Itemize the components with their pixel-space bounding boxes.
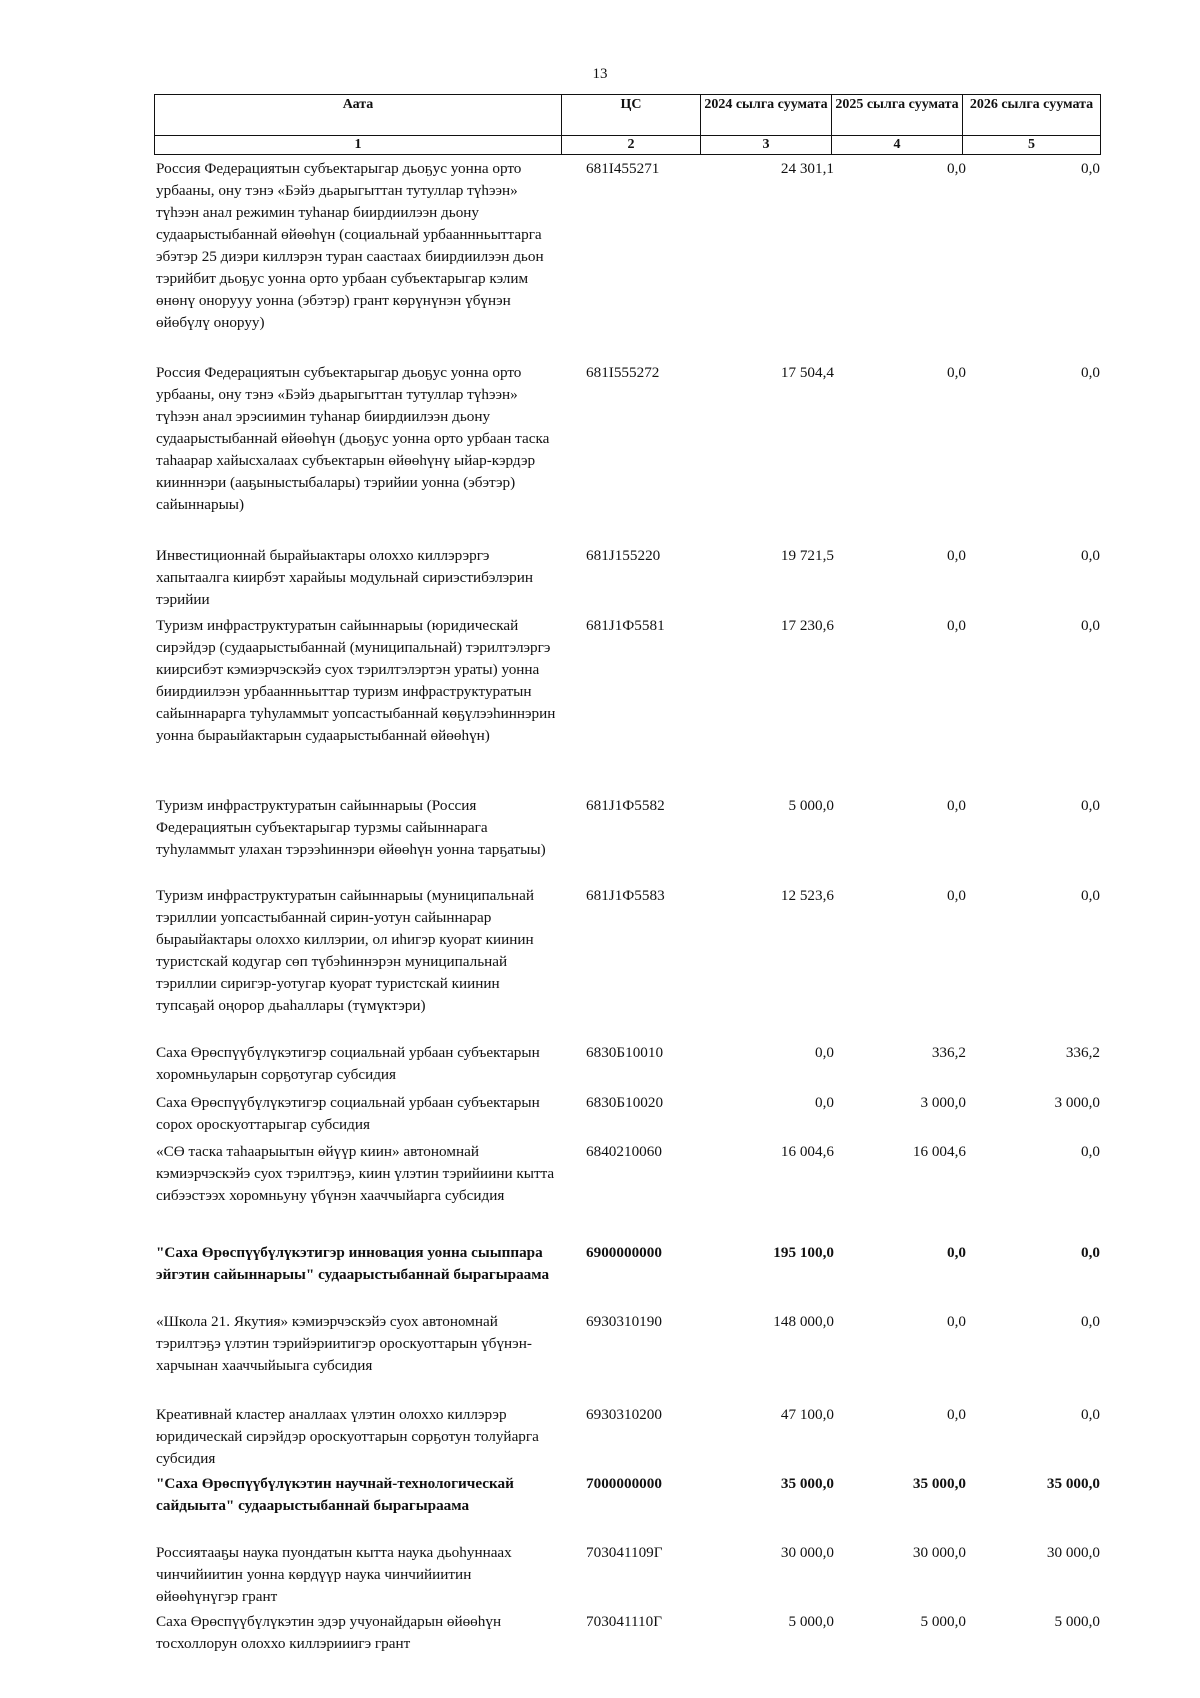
row-name: Россия Федерациятын субъектарыгар дьоҕус уонна орто урбааны, ону тэнэ «Бэйэ дьарыгыттан тутуллар түһээн» түһээн анал режимин туһанар биирдиилээн дьону судаарыстыбаннай өйөөһүн (социальнай урбааннньыттарга эбэтэр 25 диэри киллэрэн туран саастаах биирдиилээн дьон тэрийбит дьоҕус уонна орто урбаан субъектарыгар кэлим өнөнү онорууу уонна (эбэтэр) грант көрүнүнэн үбүнэн өйөбүлү оноруу)	[156, 160, 544, 331]
row-value-2026: 0,0	[1081, 887, 1100, 904]
row-code: 681I455271	[586, 160, 660, 177]
row-value-2024: 17 504,4	[780, 364, 834, 381]
row-value-2024: 19 721,5	[780, 547, 834, 564]
row-code: 6830Б10020	[586, 1094, 664, 1111]
row-name: «СӨ таска таһаарыытын өйүүр киин» автономнай кэмиэрчэскэйэ суох тэрилтэҕэ, киин үлэтин тэрийиини кытта сибээстээх хоромньуну үбүнэн хааччыйарга субсидия	[156, 1143, 555, 1204]
row-value-2026: 0,0	[1081, 1143, 1100, 1160]
row-name: Туризм инфраструктуратын сайыннарыы (юридическай сирэйдэр (судаарыстыбаннай (муниципальнай) тэрилтэлэргэ киирсибэт кэмиэрчэскэйэ суох тэрилтэлэртэн ураты) уонна биирдиилээн урбааннньыттар туризм инфраструктуратын сайыннарарга туһуламмыт уопсастыбаннай көҕүлээһиннэрин уонна быраыйактарын судаарыстыбаннай өйөөһүн)	[156, 617, 556, 744]
row-name: Россиятааҕы наука пуондатын кытта наука дьоһуннаах чинчийиитин уонна көрдүүр наука чинчийиитин өйөөһүнүгэр грант	[156, 1544, 512, 1605]
row-value-2025: 16 004,6	[912, 1143, 966, 1160]
row-name: Саха Өрөспүүбүлүкэтин эдэр учуонайдарын өйөөһүн тосхоллорун олоххо киллэрииигэ грант	[156, 1613, 502, 1652]
row-value-2026: 0,0	[1081, 1406, 1100, 1423]
row-value-2026: 0,0	[1081, 1244, 1100, 1261]
column-header-2025: 2025 сылга суумата	[832, 95, 963, 136]
column-number: 5	[963, 136, 1101, 155]
row-name: Россия Федерациятын субъектарыгар дьоҕус уонна орто урбааны, ону тэнэ «Бэйэ дьарыгыттан тутуллар түһээн» түһээн анал эрэсиимин туһанар биирдиилээн дьону судаарыстыбаннай өйөөһүн (дьоҕус уонна орто урбаан таска таһаарар хайысхалаах субъектарын өйөөһүнү ыйар-кэрдэр киинннэри (ааҕыныстыбалары) тэрийии уонна (эбэтэр) сайыннарыы)	[156, 364, 550, 513]
row-code: 6930310190	[586, 1313, 662, 1330]
row-value-2024: 5 000,0	[788, 1613, 834, 1630]
row-value-2026: 0,0	[1081, 547, 1100, 564]
row-value-2024: 5 000,0	[788, 797, 834, 814]
column-number: 2	[562, 136, 701, 155]
row-value-2026: 0,0	[1081, 797, 1100, 814]
row-name: Инвестиционнай бырайыактары олоххо киллэрэргэ хапытаалга киирбэт харайыы модульнай сириэстибэлэрин тэрийии	[156, 547, 534, 608]
column-header-name: Аата	[155, 95, 562, 136]
row-value-2025: 0,0	[947, 364, 966, 381]
row-value-2024: 47 100,0	[780, 1406, 834, 1423]
row-value-2024: 0,0	[815, 1044, 834, 1061]
row-value-2024: 16 004,6	[780, 1143, 834, 1160]
row-name: Туризм инфраструктуратын сайыннарыы (Россия Федерациятын субъектарыгар турзмы сайыннарага туһуламмыт улахан тэрээһиннэри өйөөһүн уонна тарҕатыы)	[156, 797, 546, 858]
row-code: 6830Б10010	[586, 1044, 664, 1061]
row-code: 6840210060	[586, 1143, 662, 1160]
row-code: 6900000000	[586, 1244, 662, 1261]
row-value-2024: 195 100,0	[773, 1244, 834, 1261]
row-value-2024: 148 000,0	[773, 1313, 834, 1330]
row-value-2025: 0,0	[947, 547, 966, 564]
row-code: 681J1Ф5582	[586, 797, 665, 814]
row-value-2025: 0,0	[947, 617, 966, 634]
row-code: 681J155220	[586, 547, 661, 564]
column-number-row	[155, 136, 1101, 155]
row-value-2026: 5 000,0	[1054, 1613, 1100, 1630]
row-value-2026: 35 000,0	[1046, 1475, 1100, 1492]
column-header-2026: 2026 сылга суумата	[963, 95, 1101, 136]
column-number: 4	[832, 136, 963, 155]
column-number: 1	[155, 136, 562, 155]
row-code: 6930310200	[586, 1406, 662, 1423]
row-code: 681J1Ф5581	[586, 617, 665, 634]
row-name: "Саха Өрөспүүбүлүкэтин научнай-технологическай сайдыыта" судаарыстыбаннай бырагыраама	[156, 1475, 514, 1514]
row-value-2025: 3 000,0	[920, 1094, 966, 1111]
column-header-row	[155, 95, 1101, 136]
row-name: Туризм инфраструктуратын сайыннарыы (муниципальнай тэриллии уопсастыбаннай сирин-уотун сайыннарар быраыйактары олоххо киллэрии, ол иһигэр куорат киинин туристскай кодугар сөп түбэһиннэрэн муниципальнай тэриллии сиригэр-уотугар куорат туристскай киинин тупсаҕай оңорор дьаһаллары (түмүктэри)	[156, 887, 534, 1014]
row-code: 681J1Ф5583	[586, 887, 665, 904]
row-name: Саха Өрөспүүбүлүкэтигэр социальнай урбаан субъектарын хоромньуларын сорҕотугар субсидия	[156, 1044, 540, 1083]
row-value-2024: 12 523,6	[780, 887, 834, 904]
row-value-2025: 0,0	[947, 160, 966, 177]
row-value-2026: 0,0	[1081, 617, 1100, 634]
row-value-2025: 5 000,0	[920, 1613, 966, 1630]
row-value-2026: 3 000,0	[1054, 1094, 1100, 1111]
row-name: «Школа 21. Якутия» кэмиэрчэскэйэ суох автономнай тэрилтэҕэ үлэтин тэрийэриитигэр ороскуоттарын үбүнэн-харчынан хааччыйыыга субсидия	[156, 1313, 532, 1374]
row-value-2025: 0,0	[947, 887, 966, 904]
row-value-2026: 0,0	[1081, 1313, 1100, 1330]
row-value-2026: 0,0	[1081, 160, 1100, 177]
row-value-2025: 0,0	[947, 1244, 966, 1261]
row-value-2024: 0,0	[815, 1094, 834, 1111]
row-value-2024: 30 000,0	[780, 1544, 834, 1561]
row-value-2025: 0,0	[947, 797, 966, 814]
row-value-2024: 17 230,6	[780, 617, 834, 634]
row-value-2025: 35 000,0	[912, 1475, 966, 1492]
column-header-code: ЦС	[562, 95, 701, 136]
row-value-2025: 0,0	[947, 1406, 966, 1423]
row-value-2026: 336,2	[1065, 1044, 1100, 1061]
row-name: "Саха Өрөспүүбүлүкэтигэр инновация уонна сыыппара эйгэтин сайыннарыы" судаарыстыбаннай бырагыраама	[156, 1244, 550, 1283]
row-value-2025: 0,0	[947, 1313, 966, 1330]
page-number: 13	[592, 66, 608, 82]
row-name: Саха Өрөспүүбүлүкэтигэр социальнай урбаан субъектарын сорох ороскуоттарыгар субсидия	[156, 1094, 540, 1133]
row-name: Креативнай кластер аналлаах үлэтин олоххо киллэрэр юридическай сирэйдэр ороскуоттарын сорҕотун толуйарга субсидия	[156, 1406, 539, 1467]
row-value-2026: 0,0	[1081, 364, 1100, 381]
table-header	[154, 94, 1101, 155]
row-value-2024: 35 000,0	[780, 1475, 834, 1492]
row-code: 681I555272	[586, 364, 660, 381]
column-header-2024: 2024 сылга суумата	[701, 95, 832, 136]
row-code: 703041110Г	[586, 1613, 662, 1630]
column-number: 3	[701, 136, 832, 155]
row-value-2024: 24 301,1	[780, 160, 834, 177]
row-value-2026: 30 000,0	[1046, 1544, 1100, 1561]
row-value-2025: 336,2	[931, 1044, 966, 1061]
row-code: 703041109Г	[586, 1544, 663, 1561]
row-code: 7000000000	[586, 1475, 662, 1492]
row-value-2025: 30 000,0	[912, 1544, 966, 1561]
